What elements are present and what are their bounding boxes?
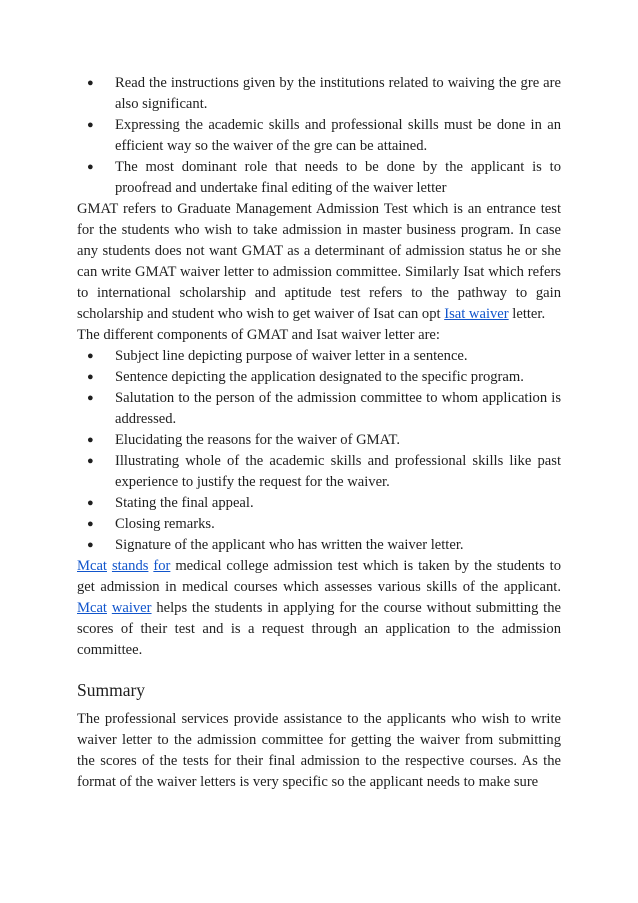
- list-item-text: Closing remarks.: [115, 516, 215, 532]
- bullet-icon: ●: [87, 392, 94, 404]
- list-item-text: Expressing the academic skills and professional skills must be done in an efficient way so the waiver of the gre can be attained.: [115, 117, 561, 154]
- gmat-text-end: letter.: [508, 306, 546, 322]
- bullet-icon: ●: [87, 518, 94, 530]
- list-item-text: Salutation to the person of the admission committee to whom application is addressed.: [115, 390, 561, 427]
- waiver-link[interactable]: waiver: [111, 600, 152, 616]
- components-intro: The different components of GMAT and Isat waiver letter are:: [77, 327, 440, 343]
- list-item: [77, 367, 561, 388]
- list-item: [77, 535, 561, 556]
- list-item: [77, 493, 561, 514]
- list-item: [77, 73, 561, 115]
- gmat-paragraph: [77, 199, 561, 325]
- list-item: [77, 115, 561, 157]
- list-item: [77, 388, 561, 430]
- list-item: [77, 157, 561, 199]
- gmat-text: GMAT refers to Graduate Management Admission Test which is an entrance test for the students who wish to take admission in master business program. In case any students does not want GMAT as a determinant of admission status he or she can write GMAT waiver letter to admission committee. Similarly Isat which refers to international scholarship and aptitude test refers to the pathway to gain scholarship and student who wish to get waiver of Isat can opt: [77, 201, 561, 322]
- list-item-text: Sentence depicting the application designated to the specific program.: [115, 369, 524, 385]
- summary-heading: Summary: [77, 680, 146, 700]
- summary-paragraph: The professional services provide assistance to the applicants who wish to write waiver letter to the admission committee for getting the waiver from submitting the scores of the tests for their final admission to the respective courses. As the format of the waiver letters is very specific so the applicant needs to make sure: [77, 711, 561, 790]
- list-item: [77, 514, 561, 535]
- bullet-icon: ●: [87, 77, 94, 89]
- bullet-icon: ●: [87, 119, 94, 131]
- mcat-text: medical college admission test which is taken by the students to get admission in medical courses which assesses various skills of the applicant.: [77, 558, 561, 595]
- bullet-icon: ●: [87, 371, 94, 383]
- list-item-text: Read the instructions given by the institutions related to waiving the gre are also significant.: [115, 75, 561, 112]
- list-item-text: Stating the final appeal.: [115, 495, 254, 511]
- bullet-icon: ●: [87, 539, 94, 551]
- document-page: [77, 73, 561, 793]
- list-item-text: Signature of the applicant who has written the waiver letter.: [115, 537, 464, 553]
- bullet-icon: ●: [87, 161, 94, 173]
- list-item-text: The most dominant role that needs to be done by the applicant is to proofread and undertake final editing of the waiver letter: [115, 159, 561, 196]
- stands-link[interactable]: stands: [111, 558, 149, 574]
- mcat-link[interactable]: Mcat: [77, 558, 107, 574]
- bullet-icon: ●: [87, 350, 94, 362]
- list-item-text: Illustrating whole of the academic skills and professional skills like past experience to justify the request for the waiver.: [115, 453, 561, 490]
- bullet-icon: ●: [87, 455, 94, 467]
- bullet-icon: ●: [87, 497, 94, 509]
- list-item-text: Subject line depicting purpose of waiver letter in a sentence.: [115, 348, 468, 364]
- list-item: [77, 346, 561, 367]
- components-list: [77, 346, 561, 556]
- list-item: [77, 430, 561, 451]
- bullet-icon: ●: [87, 434, 94, 446]
- for-link[interactable]: for: [153, 558, 171, 574]
- mcat-link-2[interactable]: Mcat: [77, 600, 107, 616]
- mcat-text-end: helps the students in applying for the course without submitting the scores of their test and is a request through an application to the admission committee.: [77, 600, 561, 658]
- list-item-text: Elucidating the reasons for the waiver of GMAT.: [115, 432, 401, 448]
- top-bullet-list: [77, 73, 561, 199]
- list-item: [77, 451, 561, 493]
- mcat-paragraph: [77, 556, 561, 661]
- isat-waiver-link[interactable]: Isat waiver: [444, 306, 509, 322]
